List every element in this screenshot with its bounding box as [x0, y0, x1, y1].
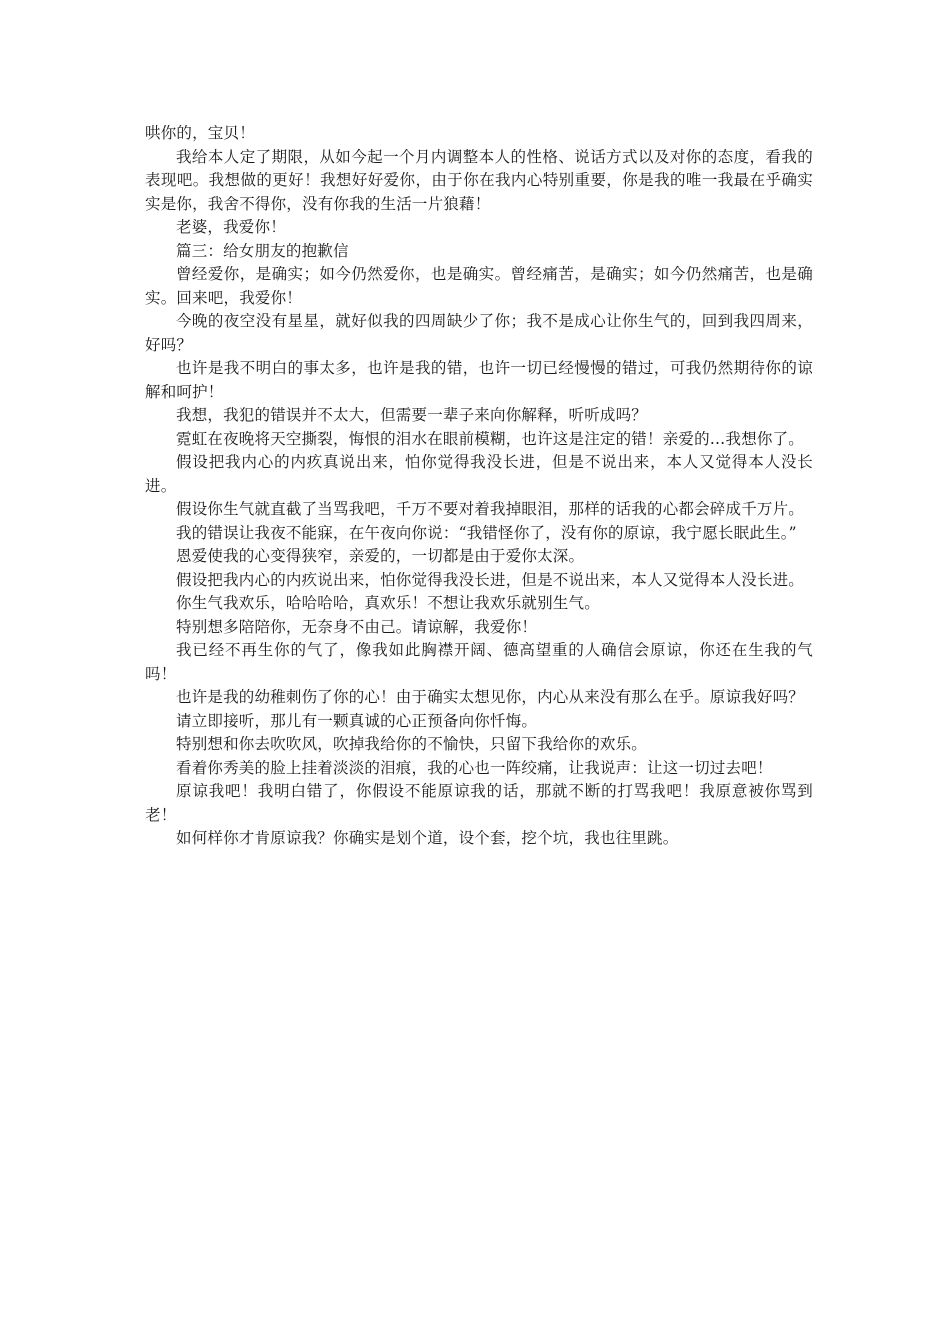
paragraph: 老婆，我爱你！ [176, 218, 286, 236]
paragraph: 看着你秀美的脸上挂着淡淡的泪痕，我的心也一阵绞痛，让我说声：让这一切过去吧！ [176, 758, 773, 777]
paragraph: 曾经爱你，是确实；如今仍然爱你，也是确实。曾经痛苦，是确实；如今仍然痛苦，也是确实。回来吧，我爱你！ [145, 265, 813, 307]
section-heading: 篇三：给女朋友的抱歉信 [176, 241, 349, 260]
paragraph: 哄你的，宝贝！ [145, 124, 255, 142]
paragraph: 我给本人定了期限，从如今起一个月内调整本人的性格、说话方式以及对你的态度，看我的表现吧。我想做的更好！我想好好爱你，由于你在我内心特别重要，你是我的唯一我最在乎确实实是你，我舍不得你，没有你我的生活一片狼藉！ [145, 147, 813, 213]
paragraph: 也许是我的幼稚刺伤了你的心！由于确实太想见你，内心从来没有那么在乎。原谅我好吗？ [176, 688, 805, 706]
paragraph: 假设把我内心的内疚说出来，怕你觉得我没长进，但是不说出来，本人又觉得本人没长进。 [176, 570, 805, 589]
paragraph: 特别想多陪陪你，无奈身不由己。请谅解，我爱你！ [176, 617, 538, 636]
paragraph: 你生气我欢乐，哈哈哈哈，真欢乐！不想让我欢乐就别生气。 [176, 594, 600, 612]
paragraph: 我已经不再生你的气了，像我如此胸襟开阔、德高望重的人确信会原谅，你还在生我的气吗！ [145, 641, 813, 683]
paragraph: 原谅我吧！我明白错了，你假设不能原谅我的话，那就不断的打骂我吧！我原意被你骂到老！ [145, 782, 813, 824]
document-body [145, 122, 813, 851]
paragraph: 特别想和你去吹吹风，吹掉我给你的不愉快，只留下我给你的欢乐。 [176, 735, 648, 753]
paragraph: 霓虹在夜晚将天空撕裂，悔恨的泪水在眼前模糊，也许这是注定的错！亲爱的…我想你了。 [176, 429, 805, 448]
paragraph: 也许是我不明白的事太多，也许是我的错，也许一切已经慢慢的错过，可我仍然期待你的谅解和呵护！ [145, 359, 813, 401]
paragraph: 我的错误让我夜不能寐，在午夜向你说：“我错怪你了，没有你的原谅，我宁愿长眠此生。” [176, 523, 797, 542]
paragraph: 恩爱使我的心变得狭窄，亲爱的，一切都是由于爱你太深。 [176, 547, 585, 565]
paragraph: 假设把我内心的内疚真说出来，怕你觉得我没长进，但是不说出来，本人又觉得本人没长进。 [145, 453, 813, 495]
paragraph: 假设你生气就直截了当骂我吧，千万不要对着我掉眼泪，那样的话我的心都会碎成千万片。 [176, 500, 805, 518]
paragraph: 今晚的夜空没有星星，就好似我的四周缺少了你；我不是成心让你生气的，回到我四周来，好吗？ [145, 312, 813, 354]
paragraph: 如何样你才肯原谅我？你确实是划个道，设个套，挖个坑，我也往里跳。 [176, 829, 679, 847]
paragraph: 我想，我犯的错误并不太大，但需要一辈子来向你解释，听听成吗？ [176, 406, 648, 424]
paragraph: 请立即接听，那儿有一颗真诚的心正预备向你忏悔。 [176, 711, 538, 730]
